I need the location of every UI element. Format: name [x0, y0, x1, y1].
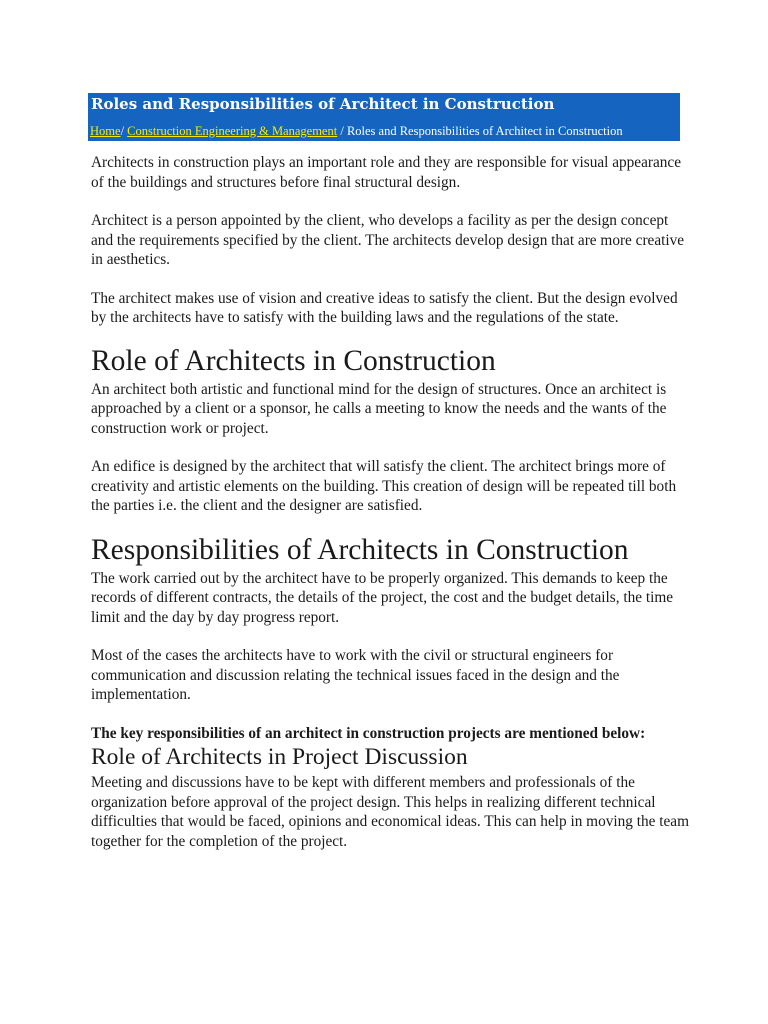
responsibilities-paragraph: Most of the cases the architects have to work with the civil or structural engineers for communication and discussion relating the technical issues faced in the design and the implementation.	[91, 647, 620, 703]
title-banner	[88, 93, 680, 141]
article-title: Roles and Responsibilities of Architect in Construction	[91, 95, 555, 113]
section-heading-role: Role of Architects in Construction	[91, 344, 496, 377]
breadcrumb-separator: /	[120, 124, 128, 138]
breadcrumb	[90, 124, 623, 139]
breadcrumb-separator: /	[337, 124, 347, 138]
breadcrumb-category-link[interactable]: Construction Engineering & Management	[127, 124, 338, 138]
article-body	[91, 153, 691, 851]
section-heading-discussion: Role of Architects in Project Discussion	[91, 744, 468, 770]
breadcrumb-home-link[interactable]: Home	[90, 124, 121, 138]
role-paragraph: An edifice is designed by the architect that will satisfy the client. The architect brings more of creativity and artistic elements on the building. This creation of design will be repeated till both the parties i.e. the client and the designer are satisfied.	[91, 458, 677, 514]
discussion-paragraph: Meeting and discussions have to be kept with different members and professionals of the organization before approval of the project design. This helps in realizing different technical difficulties that would be faced, opinions and economical ideas. This can help in moving the team together for the completion of the project.	[91, 774, 689, 850]
intro-paragraph: Architect is a person appointed by the client, who develops a facility as per the design concept and the requirements specified by the client. The architects develop design that are more creative in aesthetics.	[91, 212, 685, 268]
intro-paragraph: Architects in construction plays an important role and they are responsible for visual appearance of the buildings and structures before final structural design.	[91, 154, 681, 191]
breadcrumb-current: Roles and Responsibilities of Architect in Construction	[346, 124, 623, 138]
section-heading-responsibilities: Responsibilities of Architects in Construction	[91, 533, 629, 566]
key-responsibilities-lead: The key responsibilities of an architect in construction projects are mentioned below:	[91, 724, 646, 742]
intro-paragraph: The architect makes use of vision and creative ideas to satisfy the client. But the design evolved by the architects have to satisfy with the building laws and the regulations of the state.	[91, 289, 678, 326]
role-paragraph: An architect both artistic and functional mind for the design of structures. Once an architect is approached by a client or a sponsor, he calls a meeting to know the needs and the wants of the construction work or project.	[91, 380, 667, 437]
responsibilities-paragraph: The work carried out by the architect have to be properly organized. This demands to keep the records of different contracts, the details of the project, the cost and the budget details, the time limit and the day by day progress report.	[91, 569, 674, 626]
